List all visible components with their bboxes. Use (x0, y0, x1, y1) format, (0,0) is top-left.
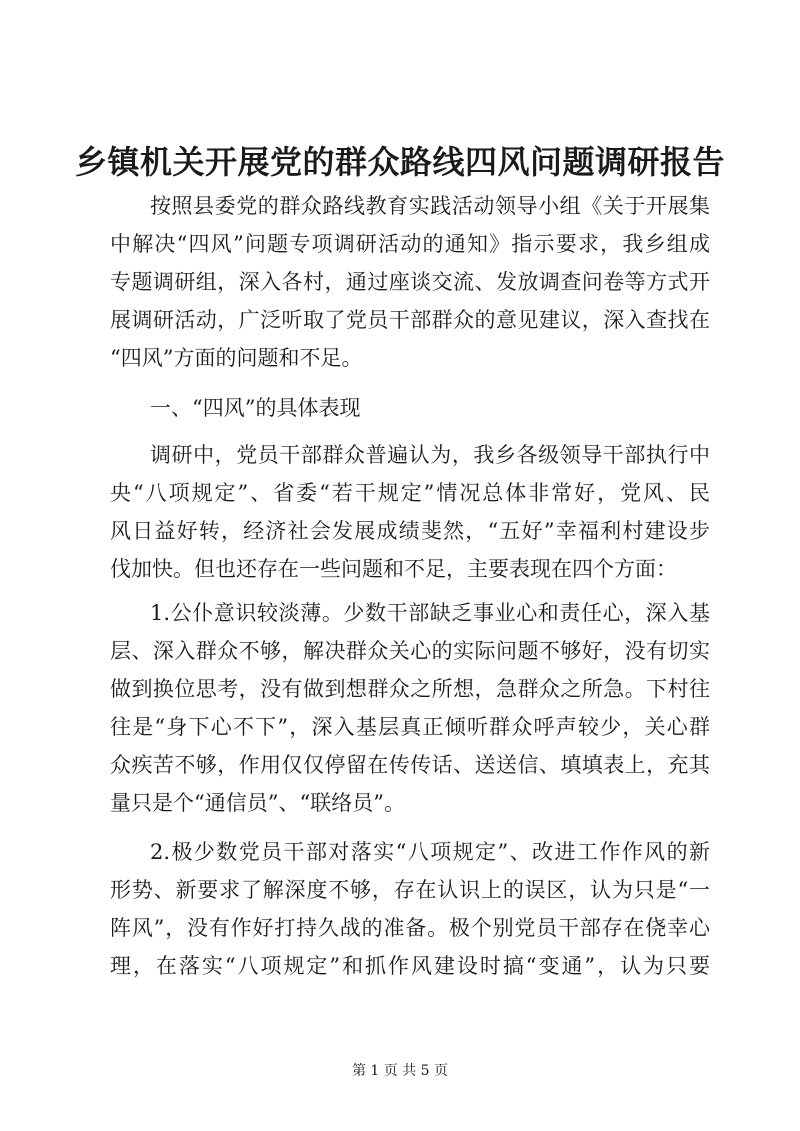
paragraph-line: 众疾苦不够，作用仅仅停留在传传话、送送信、填填表上，充其 (110, 753, 710, 777)
paragraph-line: 按照县委党的群众路线教育实践活动领导小组《关于开展集 (150, 194, 710, 218)
paragraph-line: 专题调研组，深入各村，通过座谈交流、发放调查问卷等方式开 (110, 270, 710, 294)
paragraph-line: 中解决“四风”问题专项调研活动的通知》指示要求，我乡组成 (110, 232, 710, 256)
paragraph-line: 往是“身下心不下”，深入基层真正倾听群众呼声较少，关心群 (110, 715, 710, 739)
paragraph-line: 阵风”，没有作好打持久战的准备。极个别党员干部存在侥幸心 (110, 916, 710, 940)
section-heading: 一、“四风”的具体表现 (150, 396, 361, 420)
page-number: 第 1 页 共 5 页 (351, 1063, 449, 1079)
paragraph-line: 层、深入群众不够，解决群众关心的实际问题不够好，没有切实 (110, 639, 710, 663)
paragraph-line: 理，在落实“八项规定”和抓作风建设时搞“变通”，认为只要 (110, 954, 710, 978)
paragraph-line: 2.极少数党员干部对落实“八项规定”、改进工作作风的新 (150, 840, 710, 864)
paragraph-line: 1.公仆意识较淡薄。少数干部缺乏事业心和责任心，深入基 (150, 601, 710, 625)
paragraph-line: 展调研活动，广泛听取了党员干部群众的意见建议，深入查找在 (110, 308, 710, 332)
paragraph-line: 风日益好转，经济社会发展成绩斐然，“五好”幸福利村建设步 (110, 519, 710, 543)
paragraph-line: 量只是个“通信员”、“联络员”。 (110, 791, 405, 815)
paragraph-line: 伐加快。但也还存在一些问题和不足，主要表现在四个方面： (110, 557, 677, 581)
paragraph-line: “四风”方面的问题和不足。 (110, 346, 363, 370)
paragraph-line: 做到换位思考，没有做到想群众之所想，急群众之所急。下村往 (110, 677, 710, 701)
document-title: 乡镇机关开展党的群众路线四风问题调研报告 (74, 143, 725, 181)
paragraph-line: 央“八项规定”、省委“若干规定”情况总体非常好，党风、民 (110, 481, 710, 505)
paragraph-line: 调研中，党员干部群众普遍认为，我乡各级领导干部执行中 (150, 443, 710, 467)
paragraph-line: 形势、新要求了解深度不够，存在认识上的误区，认为只是“一 (110, 878, 710, 902)
